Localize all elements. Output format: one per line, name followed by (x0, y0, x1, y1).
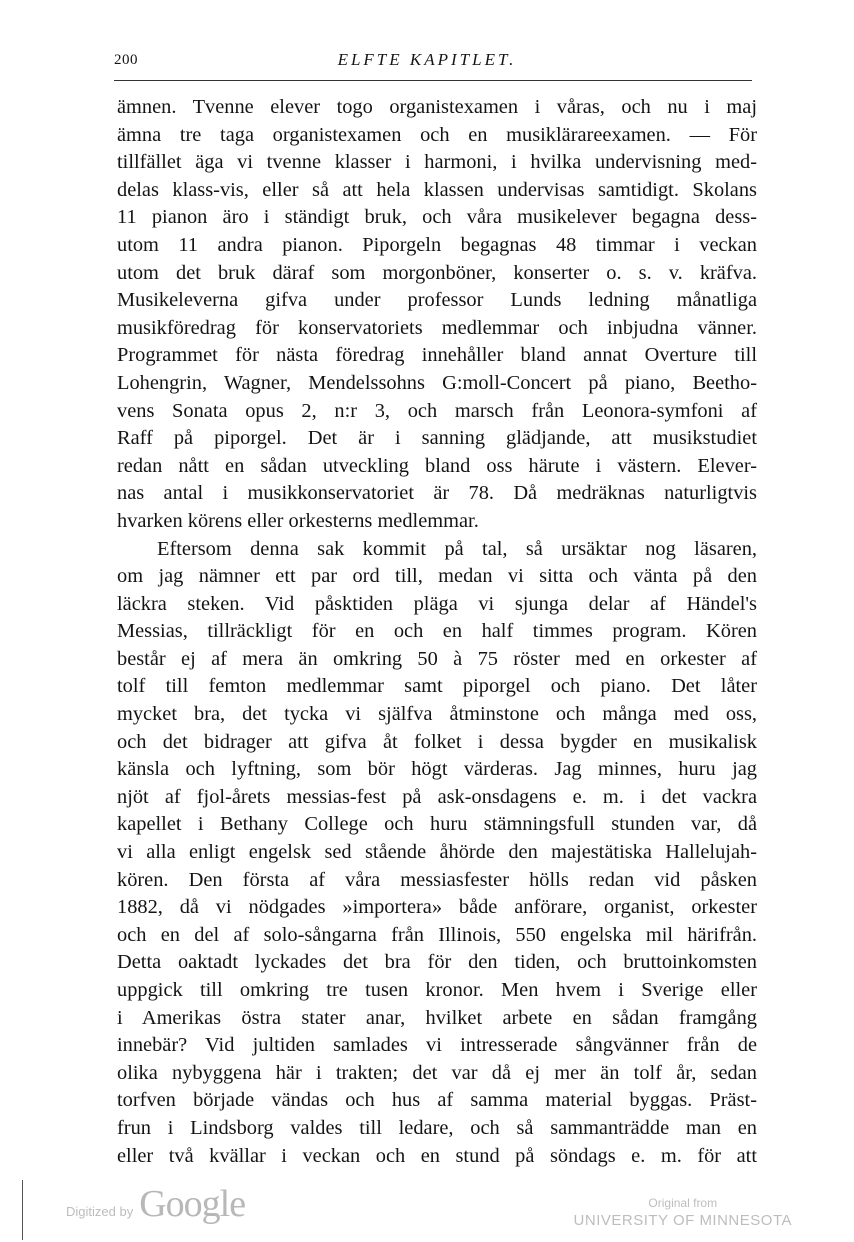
running-title: ELFTE KAPITLET. (337, 50, 517, 69)
body-text (117, 94, 757, 1170)
scan-gutter-line (22, 1180, 23, 1240)
text-line: om jag nämner ett par ord till, medan vi sitta och vänta på den (117, 565, 757, 588)
text-line: tillfället äga vi tvenne klasser i harmoni, i hvilka undervisning med- (117, 151, 757, 174)
text-line: Messias, tillräckligt för en och en half timmes program. Kören (117, 620, 757, 643)
text-line: Musikeleverna gifva under professor Lunds ledning månatliga (117, 289, 757, 312)
text-line: delas klass-vis, eller så att hela klassen undervisas samtidigt. Skolans (117, 178, 757, 201)
paragraph-start-line: Eftersom denna sak kommit på tal, så ursäktar nog läsaren, (157, 537, 757, 560)
text-line: utom 11 andra pianon. Piporgeln begagnas 48 timmar i veckan (117, 233, 757, 256)
text-line: ämna tre taga organistexamen och en musiklärareexamen. — För (117, 123, 757, 146)
text-line: 11 pianon äro i ständigt bruk, och våra musikelever begagna dess- (117, 206, 757, 229)
text-line: Raff på piporgel. Det är i sanning glädjande, att musikstudiet (117, 427, 757, 450)
text-line: tolf till femton medlemmar samt piporgel och piano. Det låter (117, 675, 757, 698)
google-logo: Google (139, 1183, 246, 1225)
text-line: mycket bra, det tycka vi själfva åtminstone och många med oss, (117, 703, 757, 726)
text-line: 1882, då vi nödgades »importera» både anförare, organist, orkester (117, 896, 757, 919)
text-line: hvarken körens eller orkesterns medlemmar. (117, 509, 479, 532)
text-line: Detta oaktadt lyckades det bra för den tiden, och bruttoinkomsten (117, 951, 757, 974)
page-number: 200 (114, 52, 138, 68)
text-line: vens Sonata opus 2, n:r 3, och marsch från Leonora-symfoni af (117, 399, 757, 422)
text-line: vi alla enligt engelsk sed stående åhörde den majestätiska Hallelujah- (117, 841, 757, 864)
text-line: ämnen. Tvenne elever togo organistexamen i våras, och nu i maj (117, 96, 757, 118)
text-line: redan nått en sådan utveckling bland oss härute i västern. Elever- (117, 454, 757, 477)
text-line: kören. Den första af våra messiasfester hölls redan vid påsken (117, 868, 757, 891)
original-source-label: UNIVERSITY OF MINNESOTA (573, 1212, 792, 1229)
text-line: består ej af mera än omkring 50 à 75 röster med en orkester af (117, 647, 757, 670)
text-line: torfven började vändas och hus af samma material byggas. Präst- (117, 1089, 757, 1112)
original-from-watermark (574, 1196, 792, 1231)
text-line: och det bidrager att gifva åt folket i dessa bygder en musikalisk (117, 730, 757, 753)
text-line: i Amerikas östra stater anar, hvilket arbete en sådan framgång (117, 1006, 757, 1029)
digitized-by-watermark (66, 1182, 245, 1226)
text-line: olika nybyggena här i trakten; det var då ej mer än tolf år, sedan (117, 1061, 757, 1084)
text-line: Programmet för nästa föredrag innehåller bland annat Overture till (117, 344, 757, 367)
text-line: frun i Lindsborg valdes till ledare, och så sammanträdde man en (117, 1116, 757, 1139)
text-line: musikföredrag för konservatoriets medlemmar och inbjudna vänner. (117, 316, 757, 339)
original-from-label: Original from (648, 1196, 718, 1210)
text-line: känsla och lyftning, som bör högt värderas. Jag minnes, huru jag (117, 758, 757, 781)
text-line: nas antal i musikkonservatoriet är 78. Då medräknas naturligtvis (117, 482, 757, 505)
text-line: innebär? Vid jultiden samlades vi intresserade sångvänner från de (117, 1034, 757, 1057)
text-line: läckra steken. Vid påsktiden pläga vi sjunga delar af Händel's (117, 592, 757, 615)
text-line: njöt af fjol-årets messias-fest på ask-onsdagens e. m. i det vackra (117, 785, 757, 808)
text-line: uppgick till omkring tre tusen kronor. Men hvem i Sverige eller (117, 979, 757, 1001)
text-line: eller två kvällar i veckan och en stund på söndags e. m. för att (117, 1144, 757, 1167)
text-line: och en del af solo-sångarna från Illinois, 550 engelska mil härifrån. (117, 923, 757, 946)
text-line: utom det bruk däraf som morgonböner, konserter o. s. v. kräfva. (117, 261, 757, 284)
header-rule (114, 80, 752, 81)
text-line: kapellet i Bethany College och huru stämningsfull stunden var, då (117, 813, 757, 836)
digitized-label: Digitized by (66, 1204, 134, 1219)
text-line: Lohengrin, Wagner, Mendelssohns G:moll-Concert på piano, Beetho- (117, 371, 757, 394)
